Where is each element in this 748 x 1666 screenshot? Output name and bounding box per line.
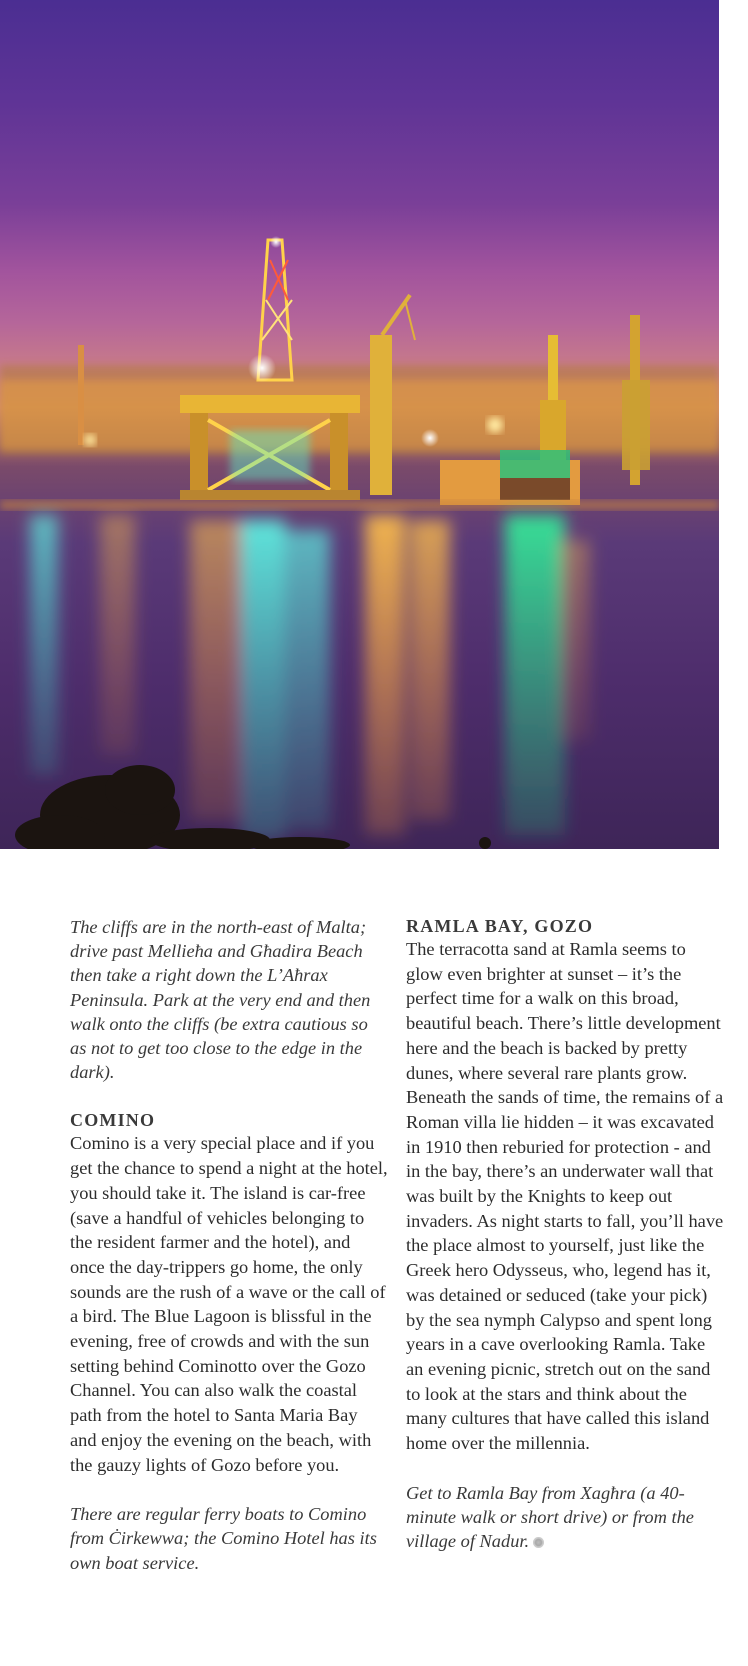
- harbour-scene-illustration: [0, 0, 719, 849]
- article-column-right: [406, 915, 724, 1553]
- ramla-bay-directions-text: Get to Ramla Bay from Xagħra (a 40-minute walk or short drive) or from the village of Nadur.: [406, 1482, 694, 1552]
- comino-body-text: Comino is a very special place and if you get the chance to spend a night at the hotel, you should take it. The island is car-free (save a handful of vehicles belonging to the resident farmer and the hotel), and once the day-trippers go home, the only sounds are the rush of a wave or the call of a bird. The Blue Lagoon is blissful in the evening, free of crowds and with the sun setting behind Cominotto over the Gozo Channel. You can also walk the coastal path from the hotel to Santa Maria Bay and enjoy the evening on the beach, with the gauzy lights of Gozo before you.: [70, 1133, 388, 1475]
- end-of-article-dot-icon: [533, 1537, 544, 1548]
- section-heading-comino: COMINO: [70, 1110, 156, 1131]
- ship: [440, 450, 580, 505]
- crane-right-2: [622, 315, 650, 485]
- comino-ferry-note: There are regular ferry boats to Comino from Ċirkewwa; the Comino Hotel has its own boat service.: [70, 1504, 377, 1573]
- ramla-bay-directions-note: [406, 1481, 724, 1554]
- cliffs-directions-note: The cliffs are in the north-east of Malta; drive past Mellieħa and Għadira Beach then take a right down the L’Aħrax Peninsula. Park at the very end and then walk onto the cliffs (be extra cautious so as not to get too close to the edge in the dark).: [70, 917, 371, 1083]
- rig-platform: [180, 395, 360, 500]
- ramla-bay-body-text: The terracotta sand at Ramla seems to glow even brighter at sunset – it’s the perfect time for a walk on this broad, beautiful beach. There’s little development here and the beach is backed by pretty dunes, where several rare plants grow. Beneath the sands of time, the remains of a Roman villa lie hidden – it was excavated in 1910 then reburied for protection - and in the bay, there’s an underwater wall that was built by the Knights to keep out invaders. As night starts to fall, you’ll have the place almost to yourself, just like the Greek hero Odysseus, who, legend has it, was detained or seduced (take your pick) by the sea nymph Calypso and spent long years in a cave overlooking Ramla. Take an evening picnic, stretch out on the sand to look at the stars and think about the many cultures that have called this island home over the millennia.: [406, 939, 724, 1454]
- hero-photo-harbour-at-night: [0, 0, 719, 849]
- section-heading-ramla-bay: RAMLA BAY, GOZO: [406, 916, 594, 936]
- mast-left: [78, 345, 84, 445]
- article-column-left: [70, 915, 388, 1575]
- oil-rig-tower: [248, 236, 292, 382]
